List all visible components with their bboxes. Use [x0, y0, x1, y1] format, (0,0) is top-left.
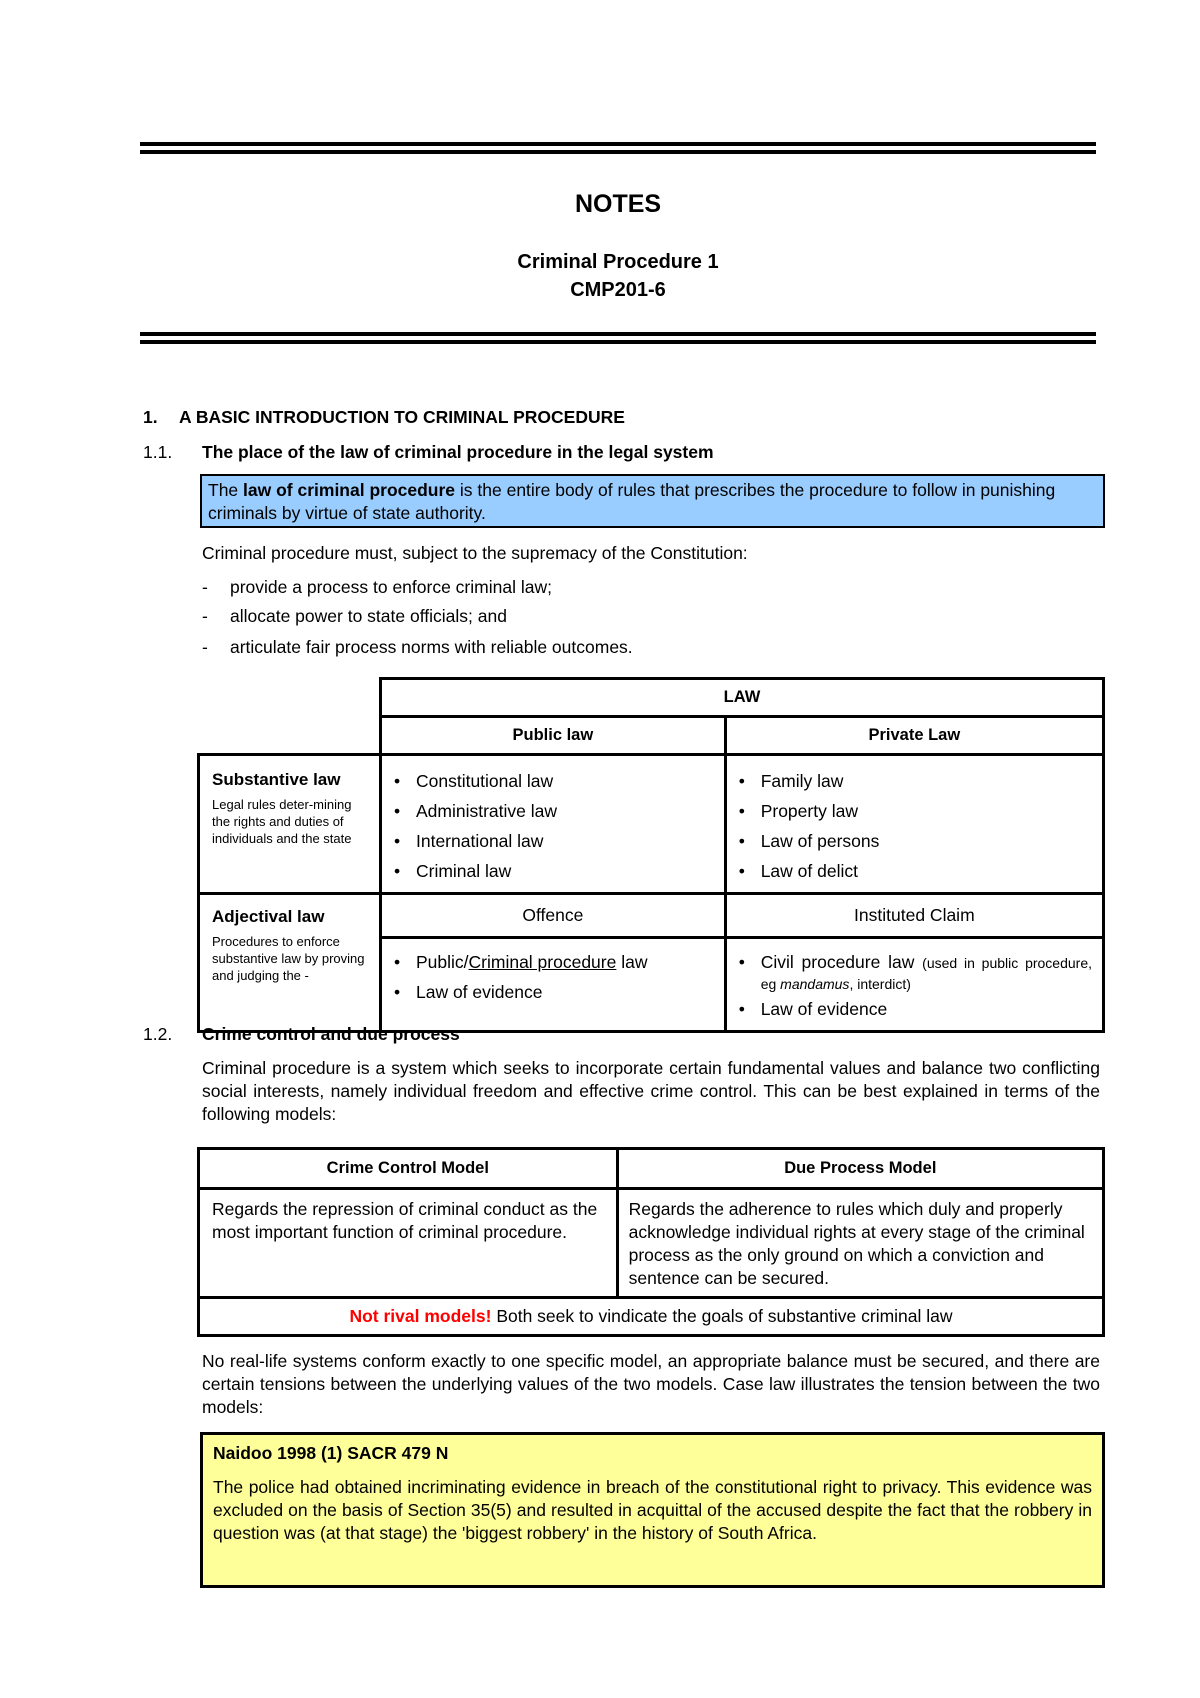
list-item: • Law of delict — [738, 861, 858, 881]
list-item: • Administrative law — [393, 801, 558, 821]
list-item: • Civil procedure law (used in public procedure, eg mandamus, interdict) — [738, 952, 1092, 992]
offence-header: Offence — [380, 894, 725, 938]
substantive-law-cell — [199, 755, 381, 894]
crime-control-text: Regards the repression of criminal conduct as the most important function of criminal procedure. — [199, 1189, 618, 1298]
list-item: • International law — [393, 831, 544, 851]
definition-text: is the entire body of rules that prescribes the procedure to follow in punishing criminals by virtue of state authority. — [208, 480, 1056, 523]
instituted-claim-header: Instituted Claim — [725, 894, 1103, 938]
list-item: • Law of evidence — [393, 982, 543, 1002]
list-item: articulate fair process norms with reliable outcomes. — [230, 637, 633, 657]
adjectival-law-cell — [199, 894, 381, 1032]
section-1-number: 1. — [143, 407, 158, 427]
public-substantive-cell — [380, 755, 725, 894]
list-item: • Family law — [738, 771, 844, 791]
crime-control-header: Crime Control Model — [199, 1149, 618, 1189]
balance-paragraph: No real-life systems conform exactly to one specific model, an appropriate balance must be secured, and there are certain tensions between the underlying values of the two models. Case law illustrates the tension between the two models: — [202, 1351, 1100, 1417]
table-blank-corner — [199, 679, 381, 717]
list-item: provide a process to enforce criminal law; — [230, 577, 552, 597]
dash-bullet: - — [202, 577, 208, 597]
public-law-header: Public law — [380, 717, 725, 755]
private-substantive-cell — [725, 755, 1103, 894]
list-item: allocate power to state officials; and — [230, 606, 507, 626]
due-process-header: Due Process Model — [617, 1149, 1103, 1189]
case-title: Naidoo 1998 (1) SACR 479 N — [213, 1443, 449, 1463]
definition-pre: The — [208, 480, 244, 500]
models-table — [197, 1147, 1105, 1337]
list-item: • Law of persons — [738, 831, 880, 851]
subsection-1-1-number: 1.1. — [143, 442, 173, 462]
substantive-law-title: Substantive law — [212, 770, 341, 789]
adjectival-law-title: Adjectival law — [212, 907, 325, 926]
not-rival-models: Not rival models! — [349, 1306, 492, 1326]
procedure-intro: Criminal procedure must, subject to the supremacy of the Constitution: — [202, 543, 748, 563]
list-item: • Law of evidence — [738, 999, 888, 1019]
subsection-1-2-heading: Crime control and due process — [202, 1024, 460, 1044]
page-title: NOTES — [574, 190, 662, 218]
list-item: • Property law — [738, 801, 858, 821]
case-box — [200, 1432, 1105, 1588]
due-process-text: Regards the adherence to rules which duly and properly acknowledge individual rights at every stage of the criminal process as the only ground on which a conviction and sentence can be secured. — [617, 1189, 1103, 1298]
substantive-law-desc: Legal rules deter-mining the rights and duties of individuals and the state — [212, 797, 352, 846]
section-1-heading: A BASIC INTRODUCTION TO CRIMINAL PROCEDURE — [179, 407, 625, 427]
header-rule-bottom-2 — [140, 340, 1096, 344]
course-code: CMP201-6 — [570, 279, 666, 301]
course-name: Criminal Procedure 1 — [517, 251, 719, 273]
law-header: LAW — [380, 679, 1103, 717]
list-item: • Criminal law — [393, 861, 512, 881]
crime-control-paragraph: Criminal procedure is a system which seeks to incorporate certain fundamental values and balance two conflicting social interests, namely individual freedom and effective crime control. This can be best explained in terms of the following models: — [202, 1058, 1100, 1124]
models-footer-text: Both seek to vindicate the goals of substantive criminal law — [491, 1306, 953, 1326]
public-adjectival-cell — [380, 938, 725, 1032]
subsection-1-2-number: 1.2. — [143, 1024, 173, 1044]
header-rule-top-2 — [140, 150, 1096, 154]
law-table — [197, 677, 1105, 1033]
adjectival-law-desc: Procedures to enforce substantive law by proving and judging the - — [212, 934, 365, 983]
private-adjectival-cell — [725, 938, 1103, 1032]
header-rule-top-1 — [140, 142, 1096, 146]
case-text: The police had obtained incriminating evidence in breach of the constitutional right to privacy. This evidence was excluded on the basis of Section 35(5) and resulted in acquittal of the accused despite the fact that the robbery in question was (at that stage) the 'biggest robbery' in the history of South Africa. — [213, 1477, 1092, 1543]
dash-bullet: - — [202, 637, 208, 657]
subsection-1-1-heading: The place of the law of criminal procedure in the legal system — [202, 442, 714, 462]
definition-term: law of criminal procedure — [243, 480, 456, 500]
definition-box — [200, 474, 1105, 528]
private-law-header: Private Law — [725, 717, 1103, 755]
header-rule-bottom-1 — [140, 332, 1096, 336]
dash-bullet: - — [202, 606, 208, 626]
table-blank-corner — [199, 717, 381, 755]
list-item: • Public/Criminal procedure law — [393, 952, 648, 972]
models-footer — [199, 1298, 1104, 1336]
list-item: • Constitutional law — [393, 771, 554, 791]
